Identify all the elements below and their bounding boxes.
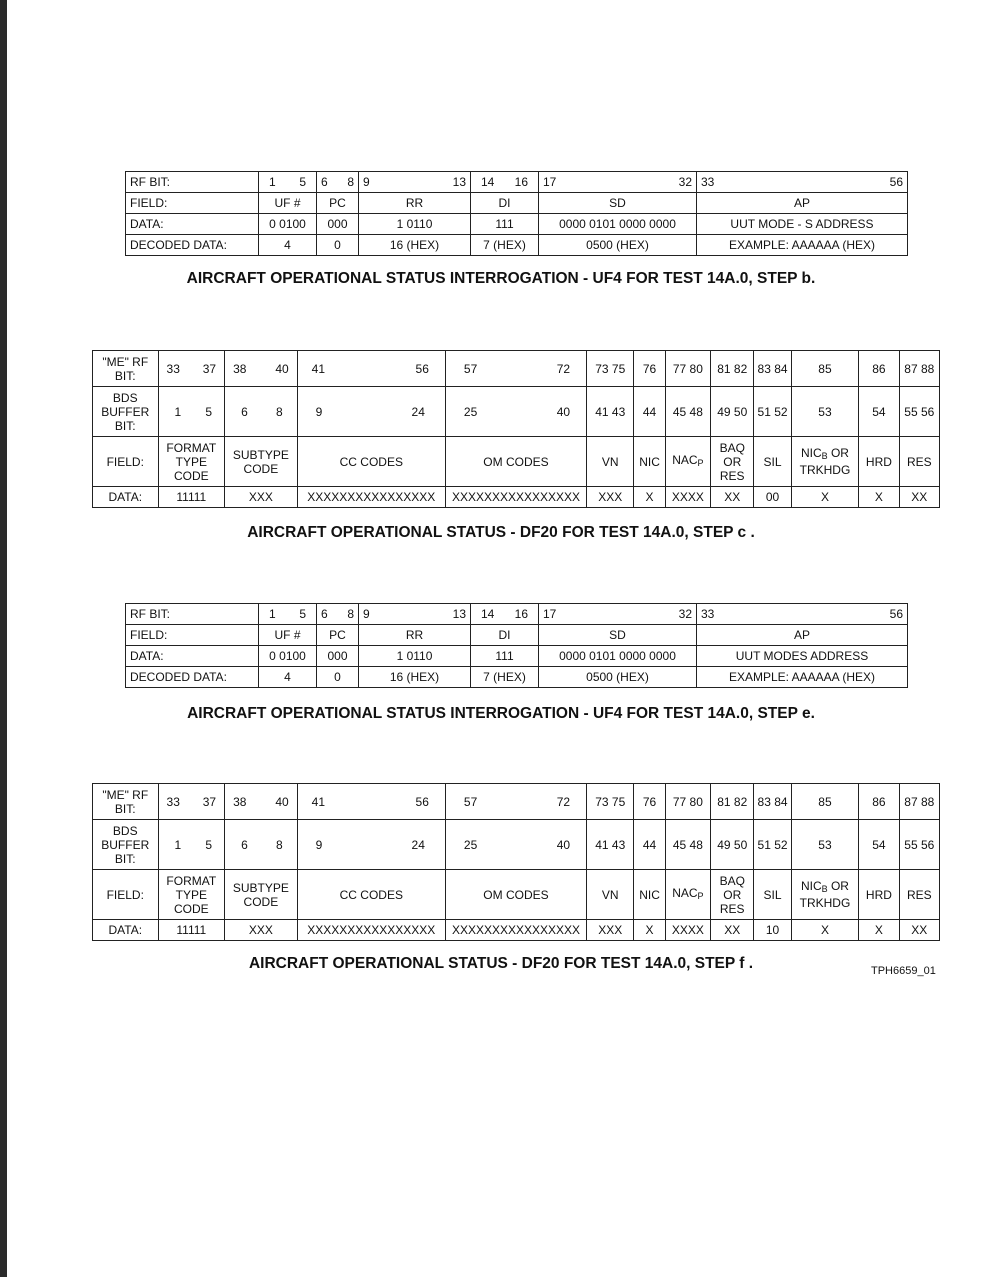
data-cell: XXXXXXXXXXXXXXXX <box>297 487 445 508</box>
bit-cell: 77 80 <box>665 784 710 820</box>
rf-bit-cell: 14 16 <box>471 604 539 625</box>
caption-uf4-step-b: AIRCRAFT OPERATIONAL STATUS INTERROGATION - UF4 FOR TEST 14A.0, STEP b. <box>186 270 816 287</box>
data-cell: XXX <box>225 920 298 941</box>
field-om-codes: OM CODES <box>445 870 586 920</box>
field-hrd: HRD <box>859 437 899 487</box>
decoded-cell: 0 <box>317 235 359 256</box>
data-cell: 111 <box>471 214 539 235</box>
bit-cell: 85 <box>791 351 859 387</box>
bds-bit-row <box>93 820 940 870</box>
data-cell: X <box>634 487 665 508</box>
field-nicb-or-trkhdg: $NIC_B$ OR TRKHDG <box>791 437 859 487</box>
bds-bit-row <box>93 387 940 437</box>
bit-cell: 25 40 <box>445 820 586 870</box>
bit-cell: 1 5 <box>158 820 225 870</box>
me-rf-bit-row <box>93 784 940 820</box>
page-edge-bar <box>0 0 7 1277</box>
bit-cell: 33 37 <box>158 784 225 820</box>
bit-cell: 1 5 <box>158 387 225 437</box>
data-cell: XXX <box>587 920 634 941</box>
bit-cell: 76 <box>634 784 665 820</box>
bit-cell: 73 75 <box>587 784 634 820</box>
bit-cell: 57 72 <box>445 351 586 387</box>
data-row <box>93 487 940 508</box>
df20-table-step-f <box>92 783 940 941</box>
field-label: FIELD: <box>126 193 259 214</box>
field-cell: PC <box>317 625 359 646</box>
decoded-label: DECODED DATA: <box>126 667 259 688</box>
data-cell: 0 0100 <box>259 214 317 235</box>
field-label: FIELD: <box>93 437 159 487</box>
field-nacp: $NAC_P$ <box>665 437 710 487</box>
caption-uf4-step-e: AIRCRAFT OPERATIONAL STATUS INTERROGATION - UF4 FOR TEST 14A.0, STEP e. <box>187 705 815 722</box>
me-rf-bit-row <box>93 351 940 387</box>
field-cell: SD <box>539 625 697 646</box>
decoded-cell: 16 (HEX) <box>359 667 471 688</box>
data-cell: 1 0110 <box>359 646 471 667</box>
rf-bit-cell: 14 16 <box>471 172 539 193</box>
field-row <box>126 625 908 646</box>
rf-bit-cell: 33 56 <box>697 604 908 625</box>
uf4-table-step-b <box>125 171 908 256</box>
field-sil: SIL <box>754 870 791 920</box>
bit-cell: 73 75 <box>587 351 634 387</box>
uf4-table-step-e <box>125 603 908 688</box>
bit-cell: 57 72 <box>445 784 586 820</box>
field-row <box>93 870 940 920</box>
field-sil: SIL <box>754 437 791 487</box>
data-cell: XXX <box>225 487 298 508</box>
data-cell: 11111 <box>158 920 225 941</box>
field-cell: UF # <box>259 193 317 214</box>
figure-id: TPH6659_01 <box>871 965 936 977</box>
me-rf-bit-label: "ME" RF BIT: <box>93 351 159 387</box>
field-cc-codes: CC CODES <box>297 437 445 487</box>
bit-cell: 45 48 <box>665 820 710 870</box>
rf-bit-cell: 9 13 <box>359 172 471 193</box>
data-cell: XX <box>899 920 939 941</box>
rf-bit-cell: 1 5 <box>259 172 317 193</box>
rf-bit-cell: 6 8 <box>317 604 359 625</box>
data-cell: X <box>859 487 899 508</box>
bit-cell: 51 52 <box>754 820 791 870</box>
decoded-cell: 0500 (HEX) <box>539 667 697 688</box>
data-cell: X <box>791 920 859 941</box>
field-cell: SD <box>539 193 697 214</box>
bit-cell: 81 82 <box>711 351 754 387</box>
data-cell: 000 <box>317 646 359 667</box>
bit-cell: 41 56 <box>297 351 445 387</box>
bit-cell: 54 <box>859 820 899 870</box>
field-subtype-code: SUBTYPE CODE <box>225 870 298 920</box>
data-cell: XXXXXXXXXXXXXXXX <box>445 920 586 941</box>
data-cell: XXXXXXXXXXXXXXXX <box>297 920 445 941</box>
bit-cell: 76 <box>634 351 665 387</box>
df20-table-step-c <box>92 350 940 508</box>
data-cell: 0000 0101 0000 0000 <box>539 646 697 667</box>
bit-cell: 85 <box>791 784 859 820</box>
field-label: FIELD: <box>126 625 259 646</box>
field-cell: RR <box>359 193 471 214</box>
data-cell: UUT MODE - S ADDRESS <box>697 214 908 235</box>
bit-cell: 6 8 <box>225 387 298 437</box>
bit-cell: 9 24 <box>297 820 445 870</box>
bit-cell: 38 40 <box>225 784 298 820</box>
bit-cell: 38 40 <box>225 351 298 387</box>
field-label: FIELD: <box>93 870 159 920</box>
data-cell: X <box>859 920 899 941</box>
bit-cell: 51 52 <box>754 387 791 437</box>
bit-cell: 53 <box>791 820 859 870</box>
bit-cell: 41 43 <box>587 387 634 437</box>
rf-bit-row <box>126 172 908 193</box>
bit-cell: 41 56 <box>297 784 445 820</box>
field-cc-codes: CC CODES <box>297 870 445 920</box>
data-label: DATA: <box>93 487 159 508</box>
field-subtype-code: SUBTYPE CODE <box>225 437 298 487</box>
caption-df20-step-f: AIRCRAFT OPERATIONAL STATUS - DF20 FOR TEST 14A.0, STEP f . <box>248 955 754 972</box>
data-cell: 0 0100 <box>259 646 317 667</box>
field-row <box>93 437 940 487</box>
field-nic: NIC <box>634 870 665 920</box>
decoded-cell: 4 <box>259 235 317 256</box>
decoded-cell: EXAMPLE: AAAAAA (HEX) <box>697 667 908 688</box>
field-vn: VN <box>587 437 634 487</box>
bit-cell: 54 <box>859 387 899 437</box>
bit-cell: 53 <box>791 387 859 437</box>
decoded-row <box>126 235 908 256</box>
bit-cell: 55 56 <box>899 387 939 437</box>
bds-buffer-bit-label: BDS BUFFER BIT: <box>93 820 159 870</box>
data-cell: XXXXXXXXXXXXXXXX <box>445 487 586 508</box>
data-cell: XXXX <box>665 487 710 508</box>
field-cell: PC <box>317 193 359 214</box>
bit-cell: 86 <box>859 784 899 820</box>
data-cell: XXXX <box>665 920 710 941</box>
bit-cell: 49 50 <box>711 387 754 437</box>
data-row <box>126 214 908 235</box>
bit-cell: 55 56 <box>899 820 939 870</box>
field-cell: UF # <box>259 625 317 646</box>
bit-cell: 6 8 <box>225 820 298 870</box>
data-cell: 000 <box>317 214 359 235</box>
data-cell: 11111 <box>158 487 225 508</box>
bit-cell: 81 82 <box>711 784 754 820</box>
rf-bit-cell: 17 32 <box>539 604 697 625</box>
bit-cell: 44 <box>634 387 665 437</box>
field-hrd: HRD <box>859 870 899 920</box>
bit-cell: 33 37 <box>158 351 225 387</box>
field-nic: NIC <box>634 437 665 487</box>
field-format-type-code: FORMAT TYPE CODE <box>158 870 225 920</box>
field-cell: AP <box>697 625 908 646</box>
field-cell: AP <box>697 193 908 214</box>
bit-cell: 83 84 <box>754 351 791 387</box>
bds-buffer-bit-label: BDS BUFFER BIT: <box>93 387 159 437</box>
field-cell: DI <box>471 193 539 214</box>
field-format-type-code: FORMAT TYPE CODE <box>158 437 225 487</box>
rf-bit-cell: 1 5 <box>259 604 317 625</box>
decoded-cell: 0 <box>317 667 359 688</box>
decoded-cell: EXAMPLE: AAAAAA (HEX) <box>697 235 908 256</box>
rf-bit-cell: 6 8 <box>317 172 359 193</box>
bit-cell: 83 84 <box>754 784 791 820</box>
data-cell: X <box>634 920 665 941</box>
decoded-label: DECODED DATA: <box>126 235 259 256</box>
field-row <box>126 193 908 214</box>
data-label: DATA: <box>93 920 159 941</box>
decoded-cell: 4 <box>259 667 317 688</box>
data-cell: 111 <box>471 646 539 667</box>
bit-cell: 44 <box>634 820 665 870</box>
decoded-row <box>126 667 908 688</box>
field-res: RES <box>899 870 939 920</box>
bit-cell: 41 43 <box>587 820 634 870</box>
bit-cell: 9 24 <box>297 387 445 437</box>
field-baq-or-res: BAQ OR RES <box>711 437 754 487</box>
decoded-cell: 7 (HEX) <box>471 235 539 256</box>
field-om-codes: OM CODES <box>445 437 586 487</box>
data-cell: 1 0110 <box>359 214 471 235</box>
data-cell: 10 <box>754 920 791 941</box>
rf-bit-cell: 33 56 <box>697 172 908 193</box>
field-cell: RR <box>359 625 471 646</box>
field-vn: VN <box>587 870 634 920</box>
data-cell: XXX <box>587 487 634 508</box>
decoded-cell: 7 (HEX) <box>471 667 539 688</box>
data-cell: 00 <box>754 487 791 508</box>
bit-cell: 87 88 <box>899 351 939 387</box>
data-cell: XX <box>711 487 754 508</box>
bit-cell: 25 40 <box>445 387 586 437</box>
data-cell: 0000 0101 0000 0000 <box>539 214 697 235</box>
data-row <box>126 646 908 667</box>
me-rf-bit-label: "ME" RF BIT: <box>93 784 159 820</box>
bit-cell: 87 88 <box>899 784 939 820</box>
rf-bit-cell: 17 32 <box>539 172 697 193</box>
data-cell: XX <box>711 920 754 941</box>
bit-cell: 77 80 <box>665 351 710 387</box>
caption-df20-step-c: AIRCRAFT OPERATIONAL STATUS - DF20 FOR TEST 14A.0, STEP c . <box>247 524 755 541</box>
data-label: DATA: <box>126 214 259 235</box>
data-cell: X <box>791 487 859 508</box>
rf-bit-row <box>126 604 908 625</box>
bit-cell: 86 <box>859 351 899 387</box>
data-cell: UUT MODES ADDRESS <box>697 646 908 667</box>
field-baq-or-res: BAQ OR RES <box>711 870 754 920</box>
bit-cell: 49 50 <box>711 820 754 870</box>
field-cell: DI <box>471 625 539 646</box>
field-res: RES <box>899 437 939 487</box>
rf-bit-label: RF BIT: <box>126 604 259 625</box>
decoded-cell: 16 (HEX) <box>359 235 471 256</box>
field-nicb-or-trkhdg: $NIC_B$ OR TRKHDG <box>791 870 859 920</box>
decoded-cell: 0500 (HEX) <box>539 235 697 256</box>
data-row <box>93 920 940 941</box>
data-label: DATA: <box>126 646 259 667</box>
bit-cell: 45 48 <box>665 387 710 437</box>
rf-bit-cell: 9 13 <box>359 604 471 625</box>
data-cell: XX <box>899 487 939 508</box>
rf-bit-label: RF BIT: <box>126 172 259 193</box>
field-nacp: $NAC_P$ <box>665 870 710 920</box>
